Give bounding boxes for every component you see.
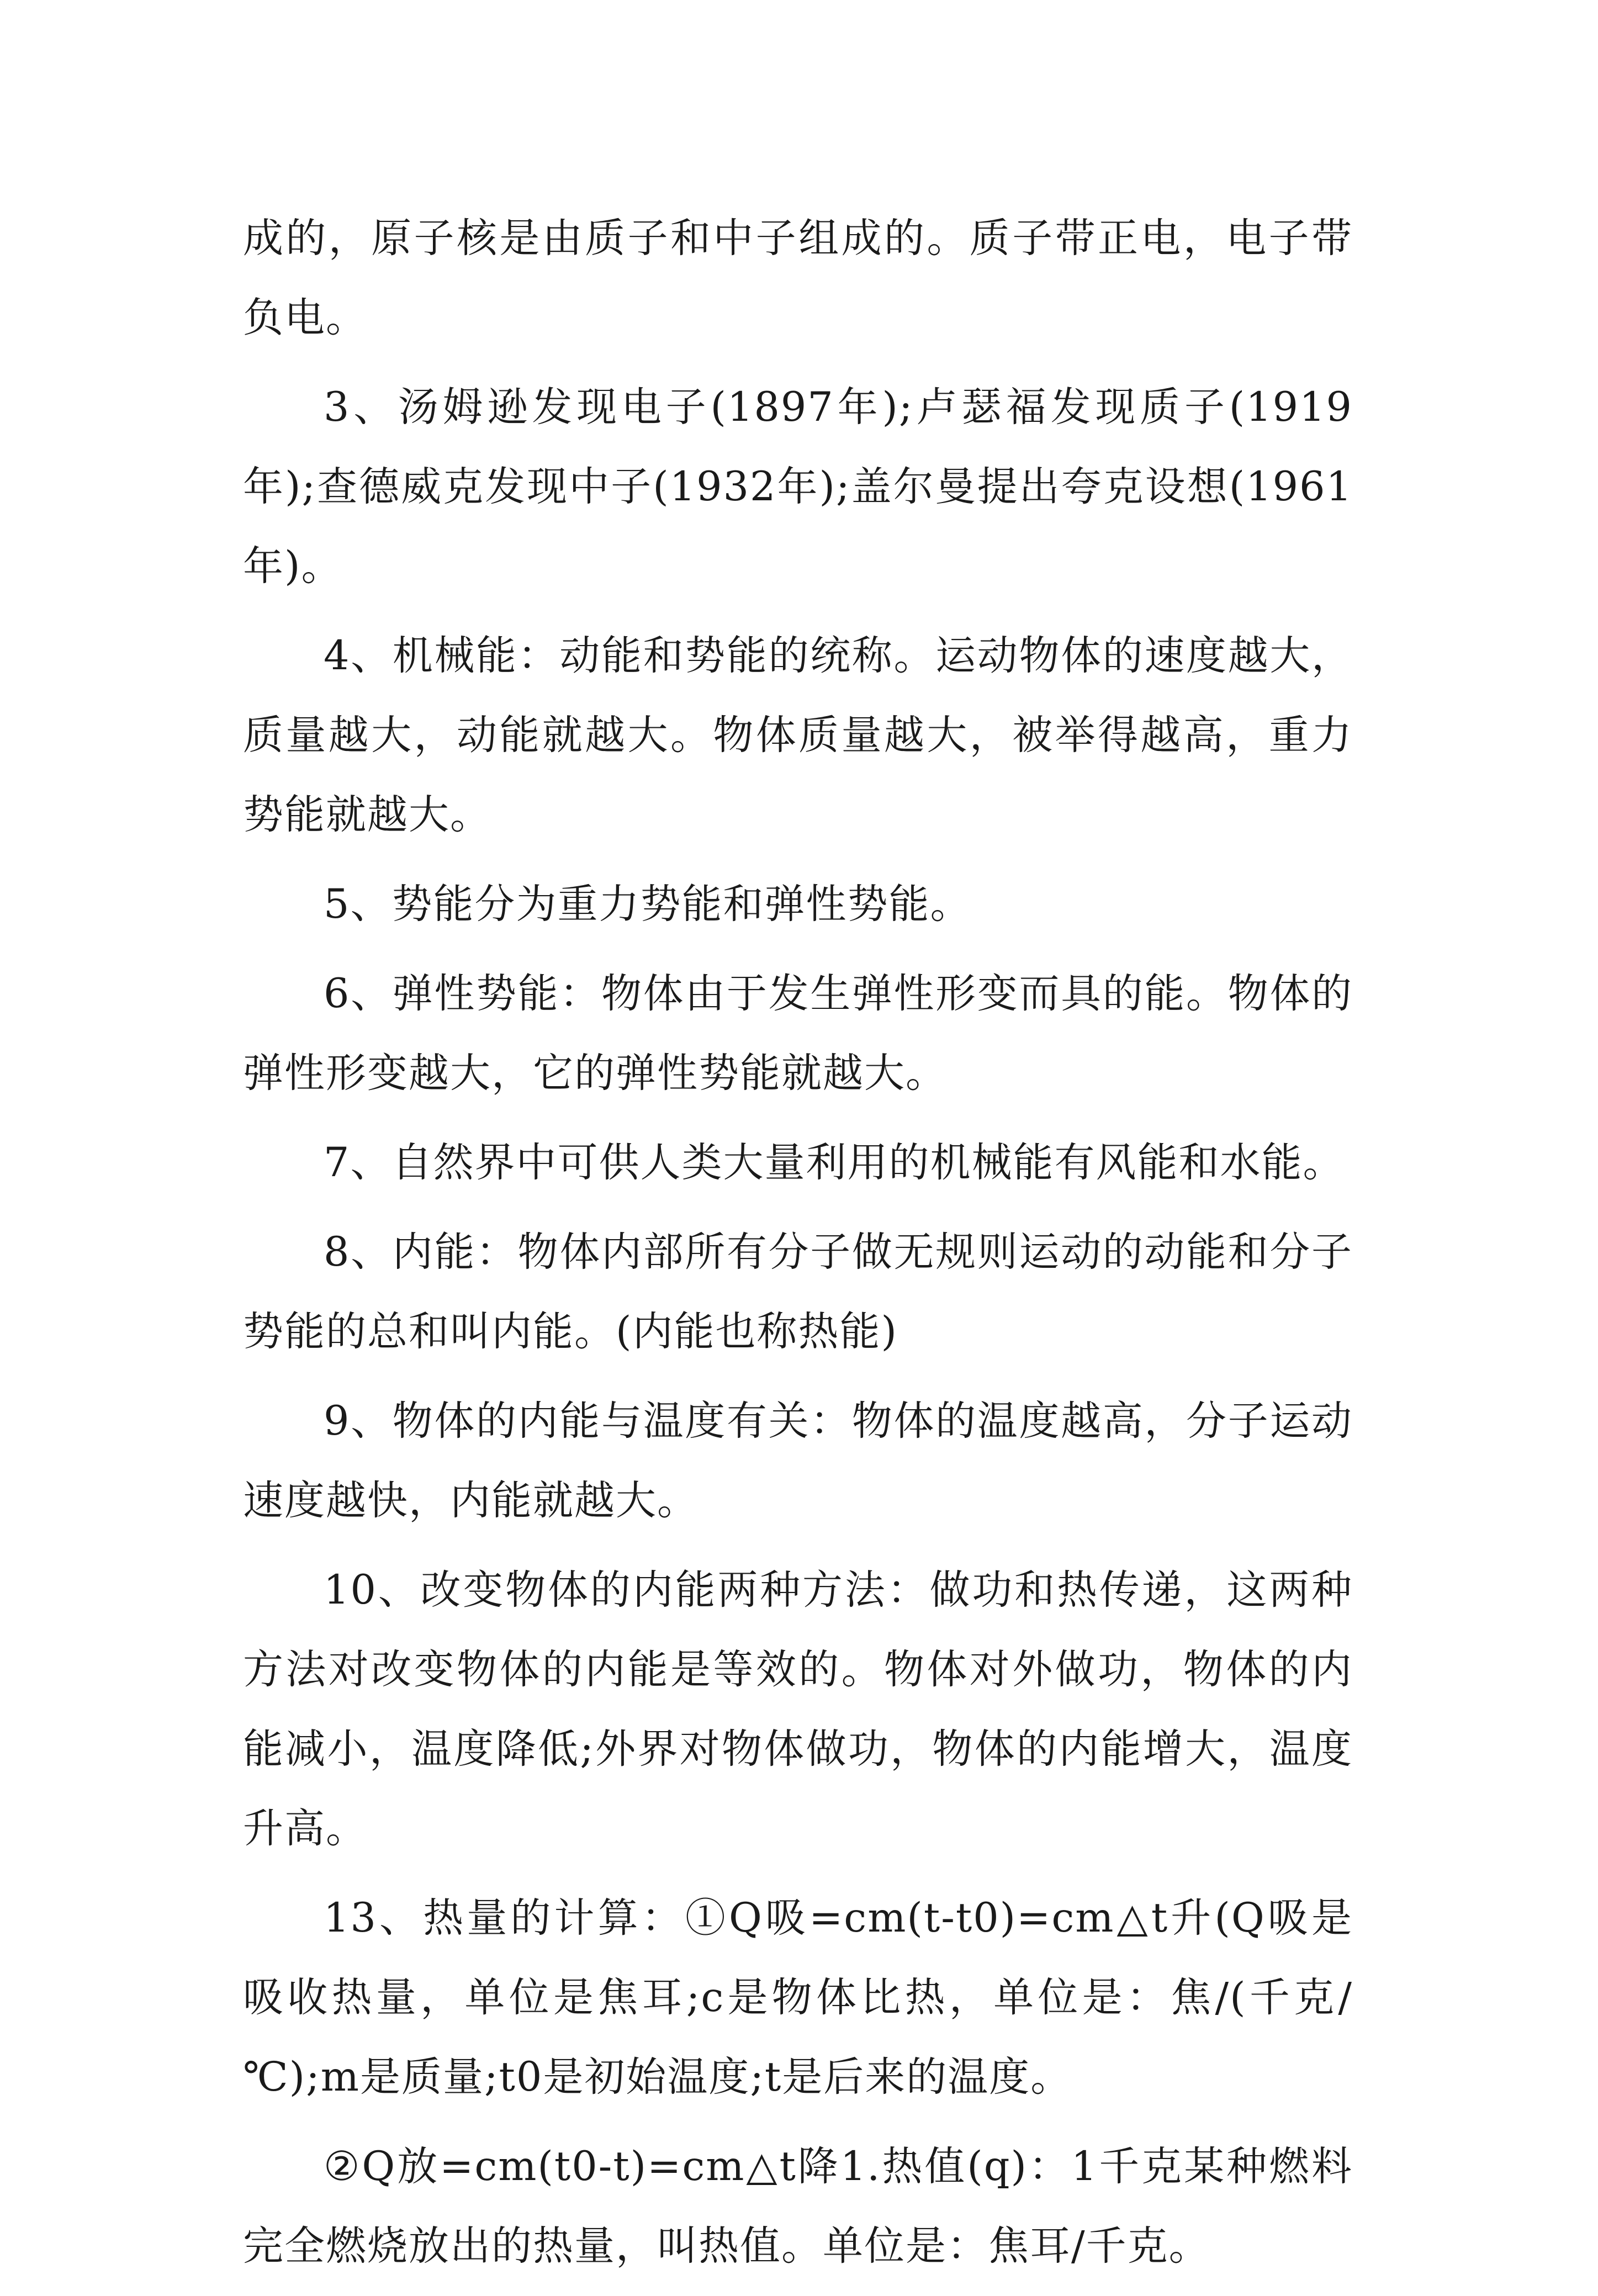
paragraph-13-heat-calculation: 13、热量的计算：①Q吸=cm(t-t0)=cm△t升(Q吸是吸收热量，单位是焦耳;c是物体比热，单位是：焦/(千克/℃);m是质量;t0是初始温度;t是后来的温度。: [243, 1895, 1353, 2101]
paragraph-3-discoveries: 3、汤姆逊发现电子(1897年);卢瑟福发现质子(1919年);查德威克发现中子(1932年);盖尔曼提出夸克设想(1961年)。: [243, 384, 1353, 590]
paragraph-4-mechanical-energy: 4、机械能：动能和势能的统称。运动物体的速度越大，质量越大，动能就越大。物体质量越大，被举得越高，重力势能就越大。: [243, 632, 1353, 838]
paragraph-8-internal-energy: 8、内能：物体内部所有分子做无规则运动的动能和分子势能的总和叫内能。(内能也称热能): [243, 1229, 1353, 1355]
paragraph-6-elastic-energy: 6、弹性势能：物体由于发生弹性形变而具的能。物体的弹性形变越大，它的弹性势能就越大。: [243, 970, 1353, 1097]
paragraph-9-temperature: 9、物体的内能与温度有关：物体的温度越高，分子运动速度越快，内能就越大。: [243, 1398, 1353, 1524]
paragraph-heat-released: ②Q放=cm(t0-t)=cm△t降1.热值(q)：1千克某种燃料完全燃烧放出的热量，叫热值。单位是：焦耳/千克。: [243, 2143, 1353, 2269]
paragraph-atom-structure: 成的，原子核是由质子和中子组成的。质子带正电，电子带负电。: [243, 215, 1353, 341]
paragraph-10-change-methods: 10、改变物体的内能两种方法：做功和热传递，这两种方法对改变物体的内能是等效的。物体对外做功，物体的内能减小，温度降低;外界对物体做功，物体的内能增大，温度升高。: [243, 1567, 1353, 1852]
paragraph-5-potential-energy: 5、势能分为重力势能和弹性势能。: [324, 881, 972, 928]
paragraph-7-natural-energy: 7、自然界中可供人类大量利用的机械能有风能和水能。: [324, 1139, 1345, 1186]
document-body: [243, 199, 1353, 2296]
